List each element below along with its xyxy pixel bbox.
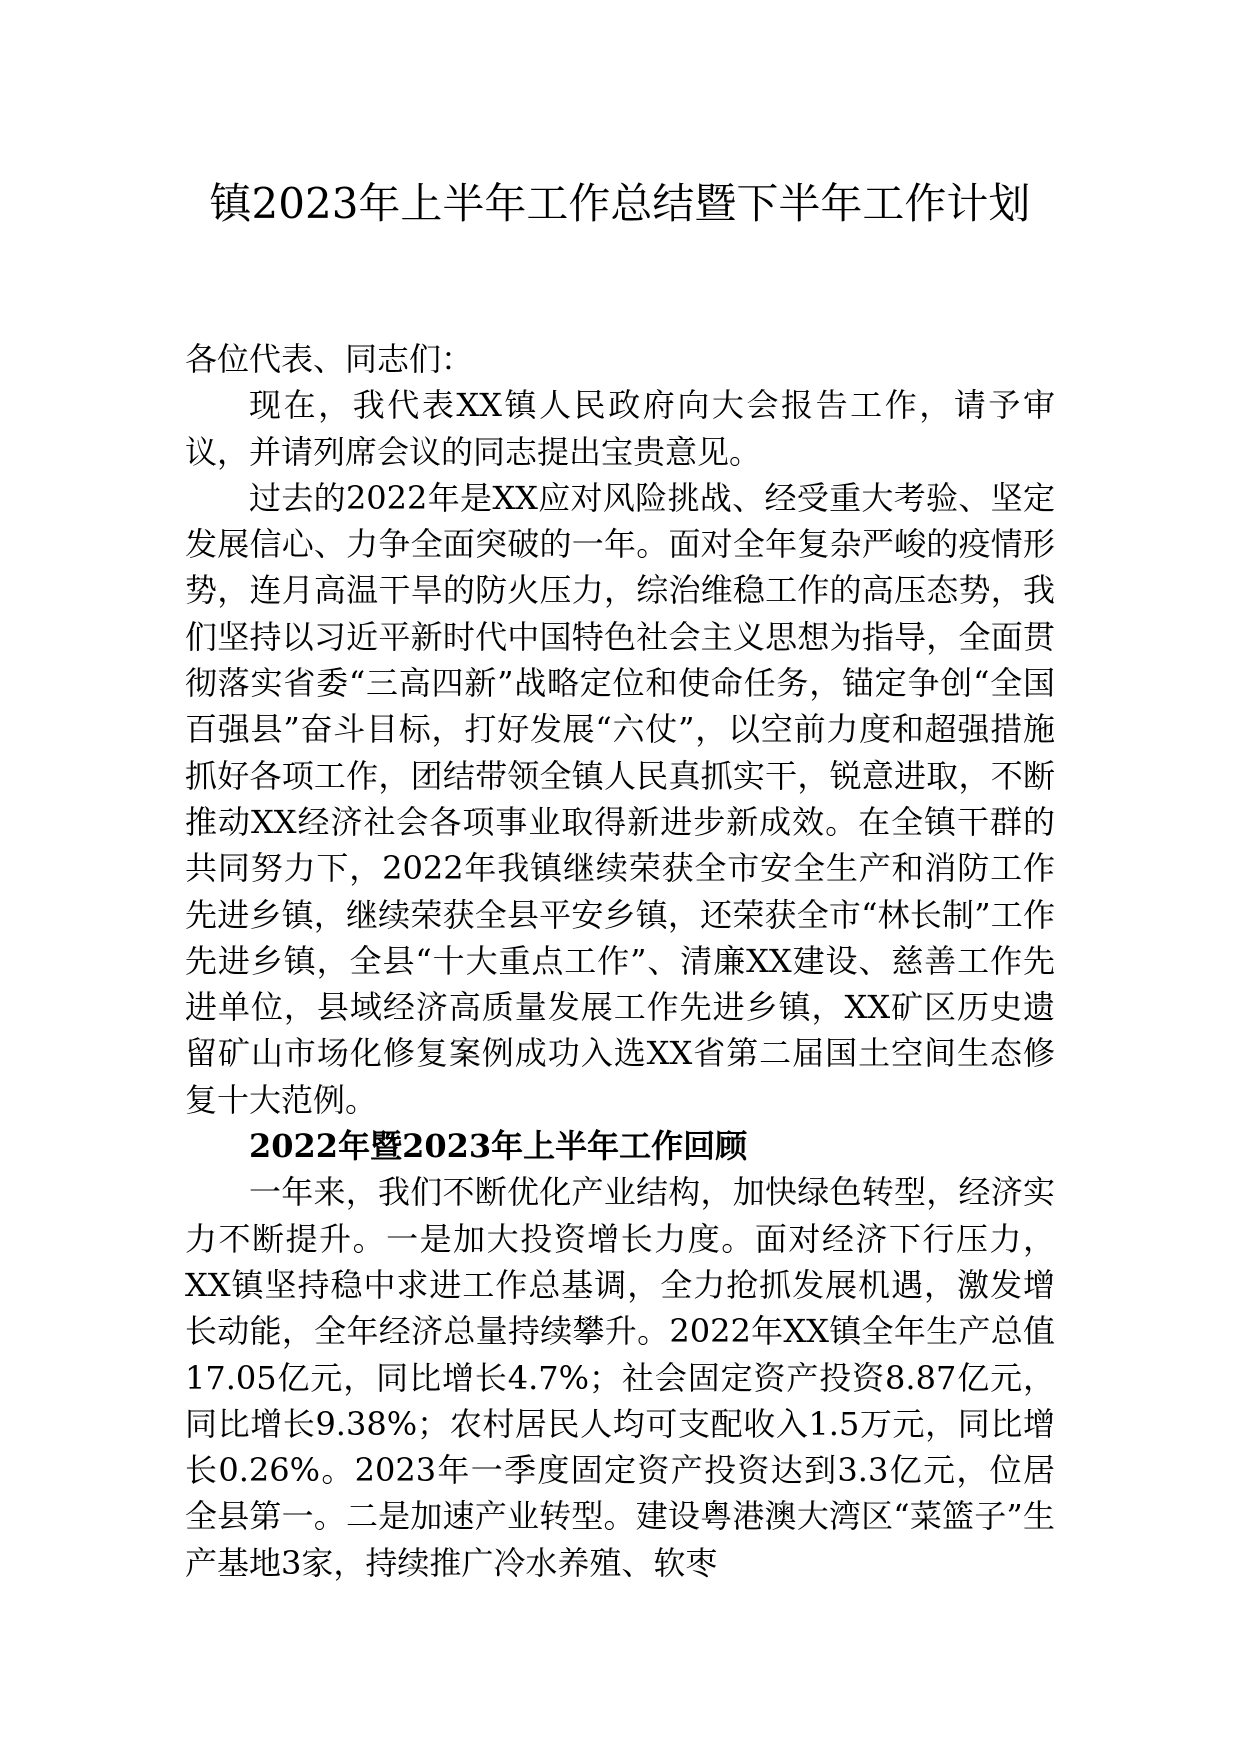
section-heading: 2022年暨2023年上半年工作回顾 (249, 1127, 748, 1166)
document-title: 镇2023年上半年工作总结暨下半年工作计划 (209, 179, 1031, 228)
document-body (185, 336, 1055, 1586)
paragraph-review-2022: 过去的2022年是XX应对风险挑战、经受重大考验、坚定发展信心、力争全面突破的一年。面对全年复杂严峻的疫情形势，连月高温干旱的防火压力，综治维稳工作的高压态势，我们坚持以习近平新时代中国特色社会主义思想为指导，全面贯彻落实省委“三高四新”战略定位和使命任务，锚定争创“全国百强县”奋斗目标，打好发展“六仗”，以空前力度和超强措施抓好各项工作，团结带领全镇人民真抓实干，锐意进取，不断推动XX经济社会各项事业取得新进步新成效。在全镇干群的共同努力下，2022年我镇继续荣获全市安全生产和消防工作先进乡镇，继续荣获全县平安乡镇，还荣获全市“林长制”工作先进乡镇，全县“十大重点工作”、清廉XX建设、慈善工作先进单位，县域经济高质量发展工作先进乡镇，XX矿区历史遗留矿山市场化修复案例成功入选XX省第二届国土空间生态修复十大范例。 (185, 478, 1055, 1119)
salutation: 各位代表、同志们： (185, 340, 474, 378)
paragraph-economy: 一年来，我们不断优化产业结构，加快绿色转型，经济实力不断提升。一是加大投资增长力度。面对经济下行压力，XX镇坚持稳中求进工作总基调，全力抢抓发展机遇，激发增长动能，全年经济总量持续攀升。2022年XX镇全年生产总值17.05亿元，同比增长4.7%；社会固定资产投资8.87亿元，同比增长9.38%；农村居民人均可支配收入1.5万元，同比增长0.26%。2023年一季度固定资产投资达到3.3亿元，位居全县第一。二是加速产业转型。建设粤港澳大湾区“菜篮子”生产基地3家，持续推广冷水养殖、软枣 (185, 1173, 1055, 1582)
paragraph-intro: 现在，我代表XX镇人民政府向大会报告工作，请予审议，并请列席会议的同志提出宝贵意见。 (185, 386, 1055, 471)
